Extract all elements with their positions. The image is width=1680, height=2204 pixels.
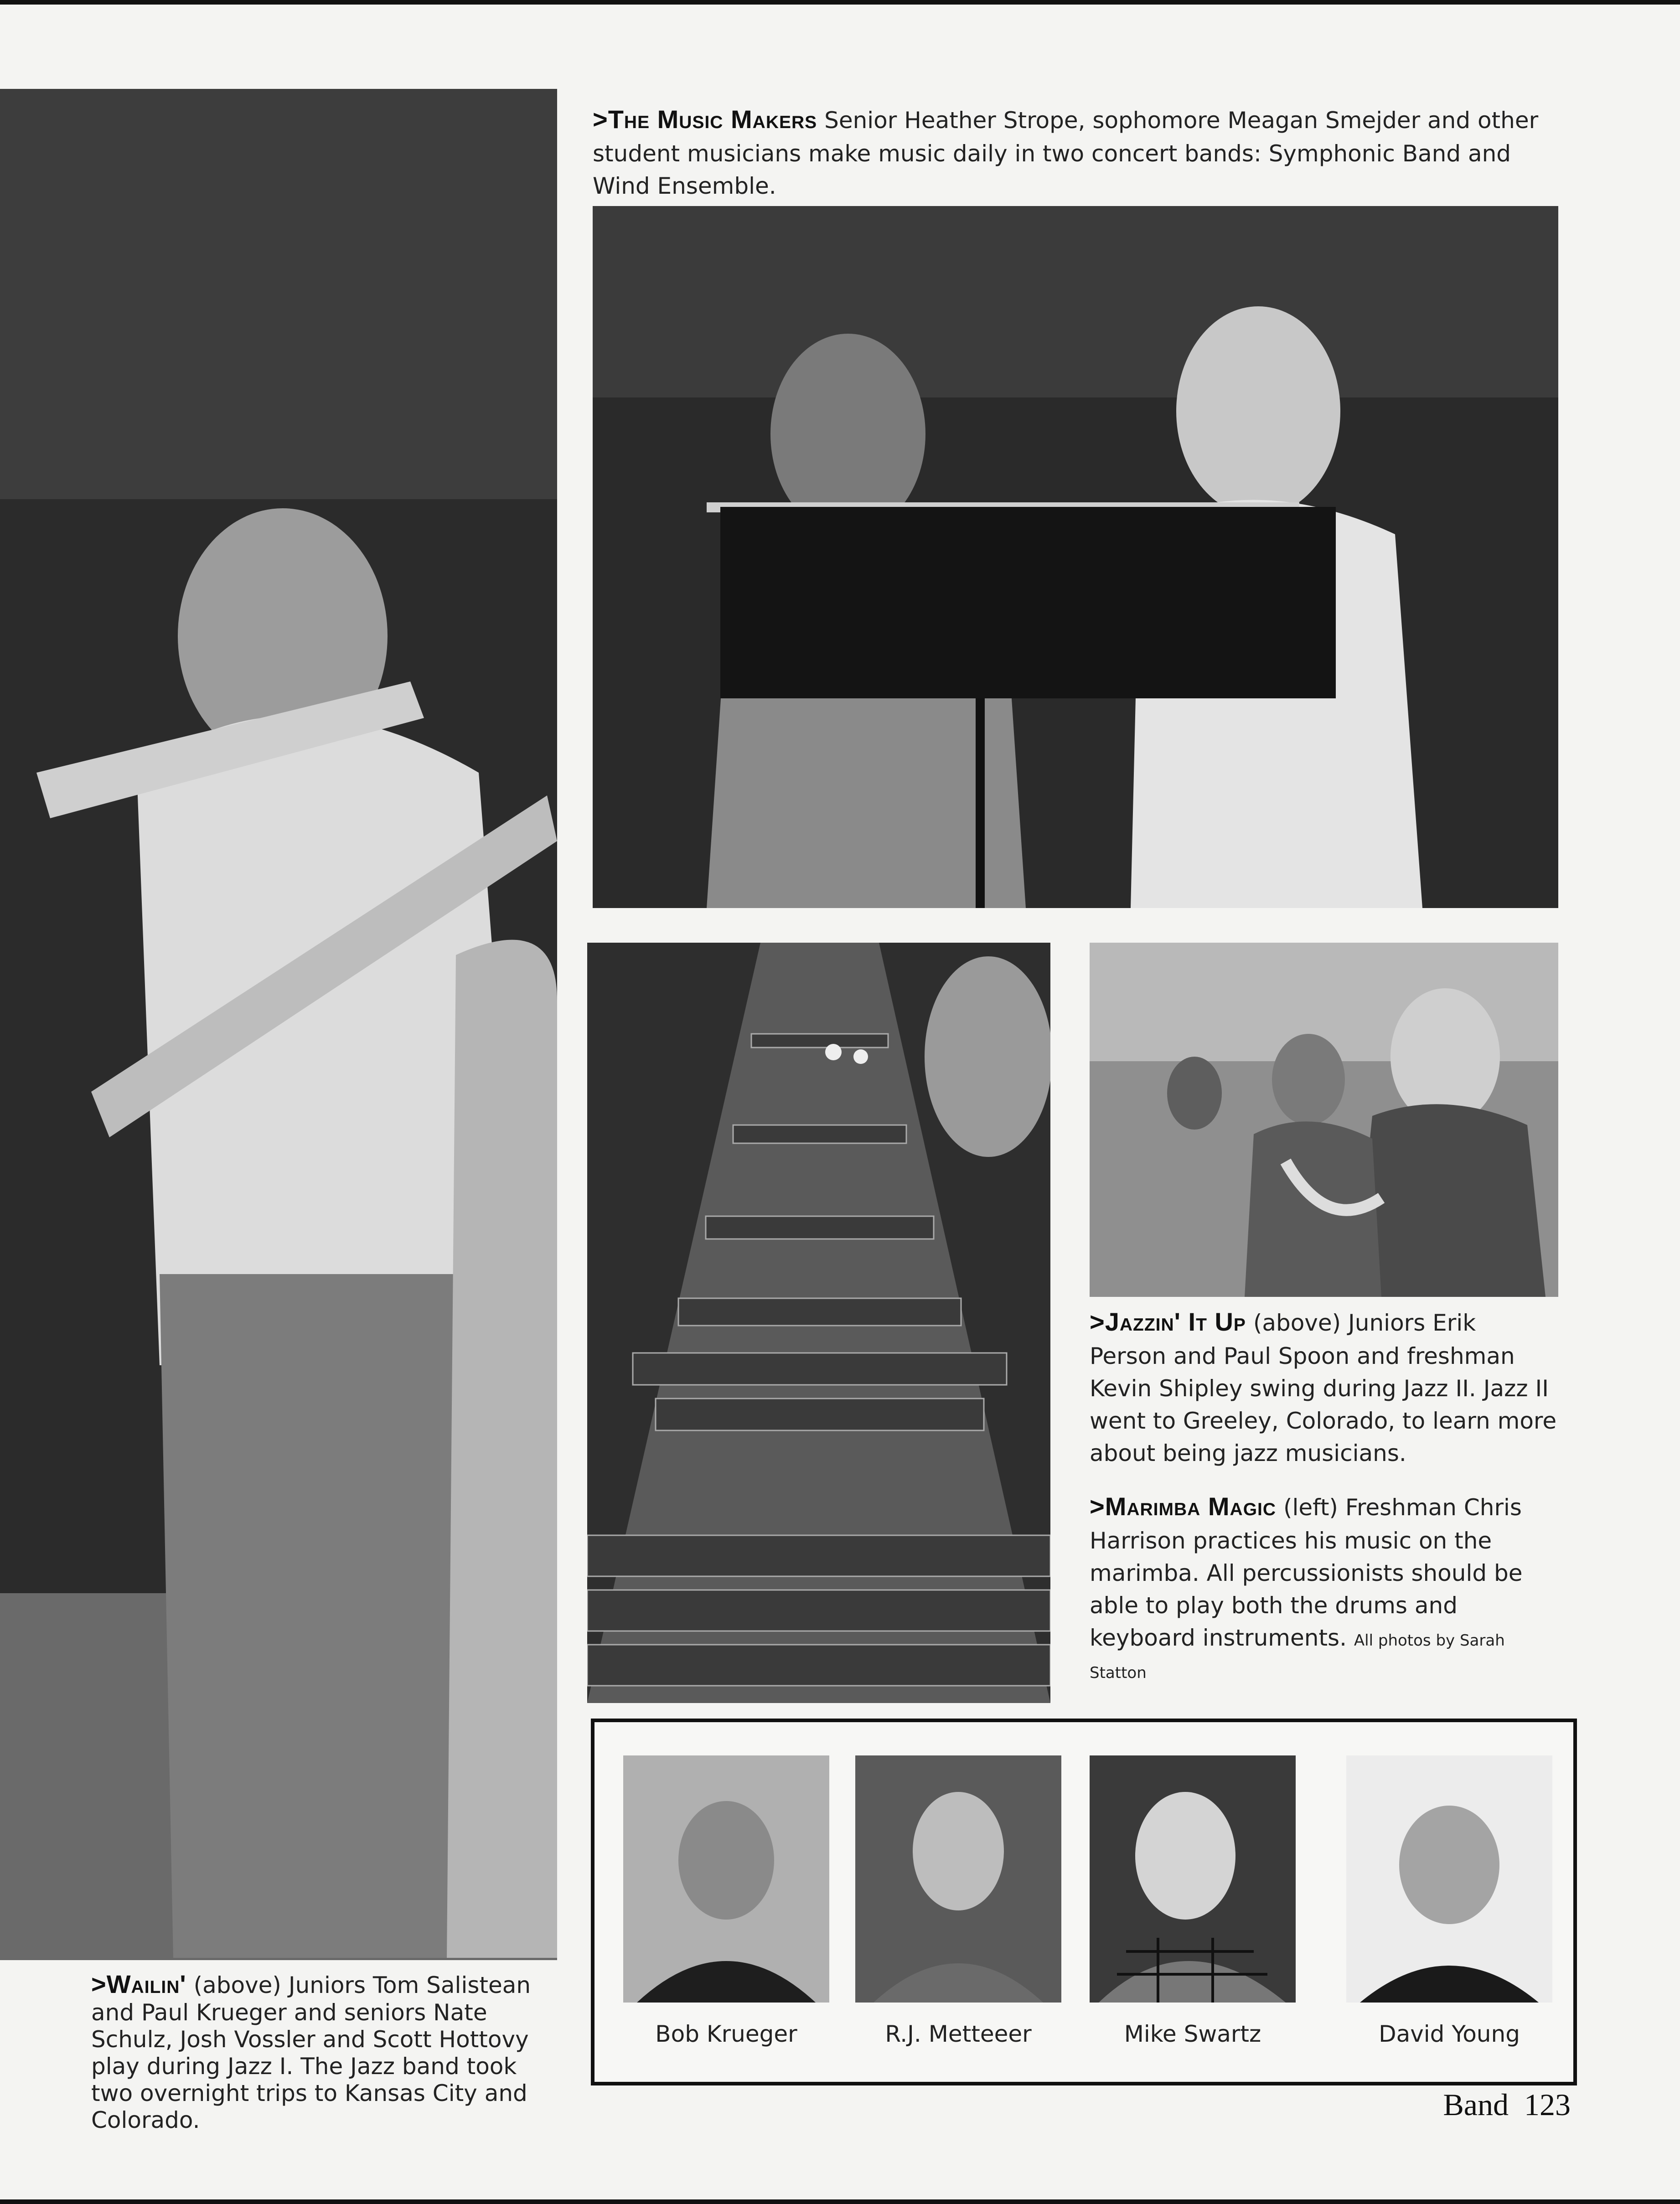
marimba-photo bbox=[587, 943, 1050, 1703]
top-page-edge bbox=[0, 0, 1680, 5]
staff-name: David Young bbox=[1379, 2021, 1520, 2047]
jazz-saxophones-photo bbox=[1090, 943, 1558, 1297]
photo-credit: All photos by Sarah Statton bbox=[1090, 1631, 1505, 1682]
staff-portrait bbox=[1090, 1755, 1296, 2003]
page-number: 123 bbox=[1524, 2087, 1571, 2122]
wailin-caption bbox=[91, 1969, 547, 2134]
staff-portrait bbox=[855, 1755, 1061, 2003]
music-makers-caption bbox=[593, 101, 1558, 202]
wailin-caption-body: (above) Juniors Tom Salistean and Paul Krueger and seniors Nate Schulz, Josh Vossler and Scott Hottovy play during Jazz I. The Jazz band took two overnight trips to Kansas City and Colorado. bbox=[91, 1972, 531, 2134]
marimba-caption-head: >Marimba Magic bbox=[1090, 1492, 1277, 1521]
page-folio bbox=[1443, 2087, 1571, 2123]
section-name: Band bbox=[1443, 2087, 1509, 2122]
staff-name: R.J. Metteeer bbox=[885, 2021, 1032, 2047]
concert-band-flutes-photo bbox=[593, 206, 1558, 908]
jazzin-caption-head: >Jazzin' It Up bbox=[1090, 1307, 1246, 1336]
jazzin-caption-body: (above) Juniors Erik Person and Paul Spoon and freshman Kevin Shipley swing during Jazz II. Jazz II went to Greeley, Colorado, to learn more about being jazz musicians. bbox=[1090, 1310, 1557, 1466]
staff-portrait bbox=[1346, 1755, 1552, 2003]
staff-name: Mike Swartz bbox=[1124, 2021, 1261, 2047]
music-makers-caption-body: Senior Heather Strope, sophomore Meagan Smejder and other student musicians make music daily in two concert bands: Symphonic Band and Wind Ensemble. bbox=[593, 107, 1539, 199]
music-makers-caption-head: >The Music Makers bbox=[593, 105, 817, 134]
jazzin-caption bbox=[1090, 1304, 1558, 1470]
bottom-page-edge bbox=[0, 2199, 1680, 2204]
marimba-caption-body: (left) Freshman Chris Harrison practices his music on the marimba. All percussionists should be able to play both the drums and keyboard instruments. bbox=[1090, 1494, 1523, 1651]
wailin-caption-head: >Wailin' bbox=[91, 1970, 186, 1998]
band-staff-box bbox=[591, 1719, 1577, 2085]
trumpet-players-photo bbox=[0, 89, 557, 1960]
staff-portrait bbox=[623, 1755, 829, 2003]
staff-name: Bob Krueger bbox=[655, 2021, 797, 2047]
marimba-caption bbox=[1090, 1488, 1558, 1687]
